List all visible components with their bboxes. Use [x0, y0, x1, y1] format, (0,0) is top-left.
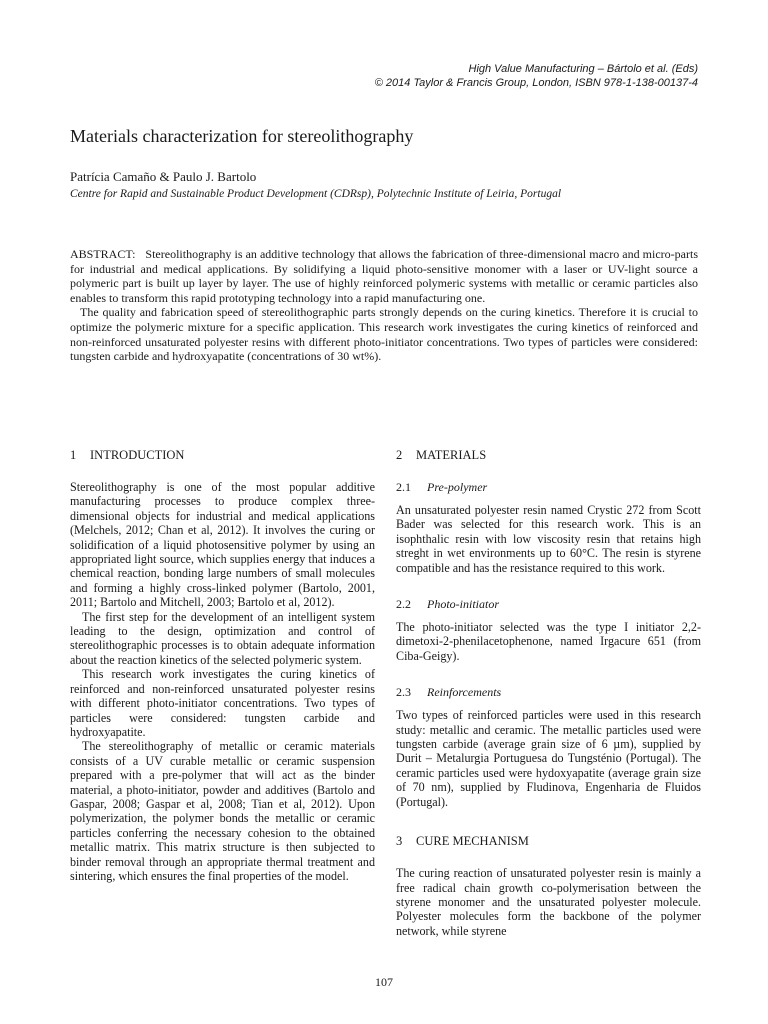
intro-paragraph-2: The first step for the development of an intelligent system leading to the design, optimization and control of stereolithographic processes is to obtain adequate information about the reaction kinetics of the selected polymeric system. — [70, 609, 375, 667]
paper-affiliation: Centre for Rapid and Sustainable Product Development (CDRsp), Polytechnic Institute of Leiria, Portugal — [70, 188, 562, 200]
section-number: 1 — [70, 448, 77, 462]
reinforcements-paragraph: Two types of reinforced particles were used in this research study: metallic and ceramic. The metallic particles used were tungsten carbide (average grain size of 6 µm), supplied by Durit – Metalurgia Portuguesa do Tungsténio (Portugal). The ceramic particles used were hydoxyapatite (average grain size of 70 nm), supplied by Fludinova, Engenharia de Fluidos (Portugal). — [396, 708, 701, 809]
abstract-paragraph-1 — [70, 247, 698, 305]
intro-paragraph-3: This research work investigates the curing kinetics of reinforced and non-reinforced unsaturated polyester resins with different photo-initiator concentrations. Two types of particles were considered: tungsten carbide and hydroxyapatite. — [70, 667, 375, 739]
section-title: CURE MECHANISM — [416, 834, 529, 849]
header-copyright-line: © 2014 Taylor & Francis Group, London, ISBN 978-1-138-00137-4 — [374, 77, 698, 89]
section-heading-materials — [396, 447, 701, 463]
header-book-line: High Value Manufacturing – Bártolo et al. (Eds) — [468, 63, 698, 75]
subsection-title: Reinforcements — [427, 685, 502, 700]
abstract-paragraph-2: The quality and fabrication speed of stereolithographic parts strongly depends on the curing kinetics. Therefore it is crucial to optimize the polymeric mixture for a specific application. This research work investigates the curing kinetics of reinforced and non-reinforced unsaturated polyester resins with different photo-initiator concentrations. Two types of particles were considered: tungsten carbide and hydroxyapatite (concentrations of 30 wt%). — [70, 305, 698, 364]
pre-polymer-paragraph: An unsaturated polyester resin named Crystic 272 from Scott Bader was selected for this research work. This is an isophthalic resin with low viscosity resin that retains high streght in wet environments up to 60°C. The resin is styrene compatible and has the resistance required to this work. — [396, 503, 701, 575]
section-number: 3 — [396, 834, 403, 849]
paper-authors: Patrícia Camaño & Paulo J. Bartolo — [70, 169, 257, 184]
section-title: INTRODUCTION — [90, 448, 185, 462]
cure-mechanism-paragraph: The curing reaction of unsaturated polyester resin is mainly a free radical chain growth co-polymerisation between the styrene monomer and the unsaturated polyester molecule. Polyester molecules form the backbone of the polymer network, while styrene — [396, 866, 701, 938]
subsection-title: Photo-initiator — [427, 597, 499, 612]
abstract-label: ABSTRACT: — [70, 247, 136, 261]
right-column — [396, 447, 701, 938]
subsection-number: 2.1 — [396, 480, 411, 494]
subsection-heading-photo-initiator — [396, 597, 701, 612]
subsection-heading-pre-polymer — [396, 480, 701, 495]
subsection-title: Pre-polymer — [427, 480, 488, 494]
subsection-number: 2.3 — [396, 685, 411, 700]
abstract-p1-text: Stereolithography is an additive technology that allows the fabrication of three-dimensional macro and micro-parts for industrial and medical applications. By solidifying a liquid photo-sensitive monomer with a laser or UV-light source a polymeric part is built up layer by layer. The use of highly reinforced polymeric systems with metallic or ceramic particles also enables to transform this rapid prototyping technology into a rapid manufacturing one. — [70, 247, 698, 305]
section-heading-introduction — [70, 447, 375, 463]
abstract — [70, 247, 698, 364]
section-heading-cure-mechanism — [396, 833, 701, 849]
intro-paragraph-4: The stereolithography of metallic or ceramic materials consists of a UV curable metallic or ceramic suspension prepared with a pre-polymer that will act as the binder material, a photo-initiator, powder and additives (Bartolo and Gaspar, 2008; Gaspar et al, 2008; Tian et al, 2012). Upon polymerization, the polymer bonds the metallic or ceramic particles conferring the necessary cohesion to the obtained metallic matrix. This matrix structure is then subjected to binder removal through an appropriate thermal treatment and sintering, which ensures the final properties of the model. — [70, 739, 375, 883]
running-header — [138, 62, 698, 90]
subsection-heading-reinforcements — [396, 685, 701, 700]
section-title: MATERIALS — [416, 448, 487, 462]
subsection-number: 2.2 — [396, 597, 411, 612]
paper-title: Materials characterization for stereolithography — [70, 126, 414, 146]
section-number: 2 — [396, 448, 403, 462]
page-number: 107 — [375, 975, 393, 989]
photo-initiator-paragraph: The photo-initiator selected was the type I initiator 2,2-dimetoxi-2-phenilacetophenone, named Irgacure 651 (from Ciba-Geigy). — [396, 620, 701, 663]
left-column — [70, 447, 375, 883]
intro-paragraph-1: Stereolithography is one of the most popular additive manufacturing processes to produce complex three-dimensional objects for industrial and medical applications (Melchels, 2012; Chan et al, 2012). It involves the curing or solidification of a liquid photosensitive polymer by using an appropriated light source, which supplies energy that induces a chemical reaction, bonding large numbers of small molecules and forming a highly cross-linked polymer (Bartolo, 2001, 2011; Bartolo and Mitchell, 2003; Bartolo et al, 2012). — [70, 480, 375, 610]
